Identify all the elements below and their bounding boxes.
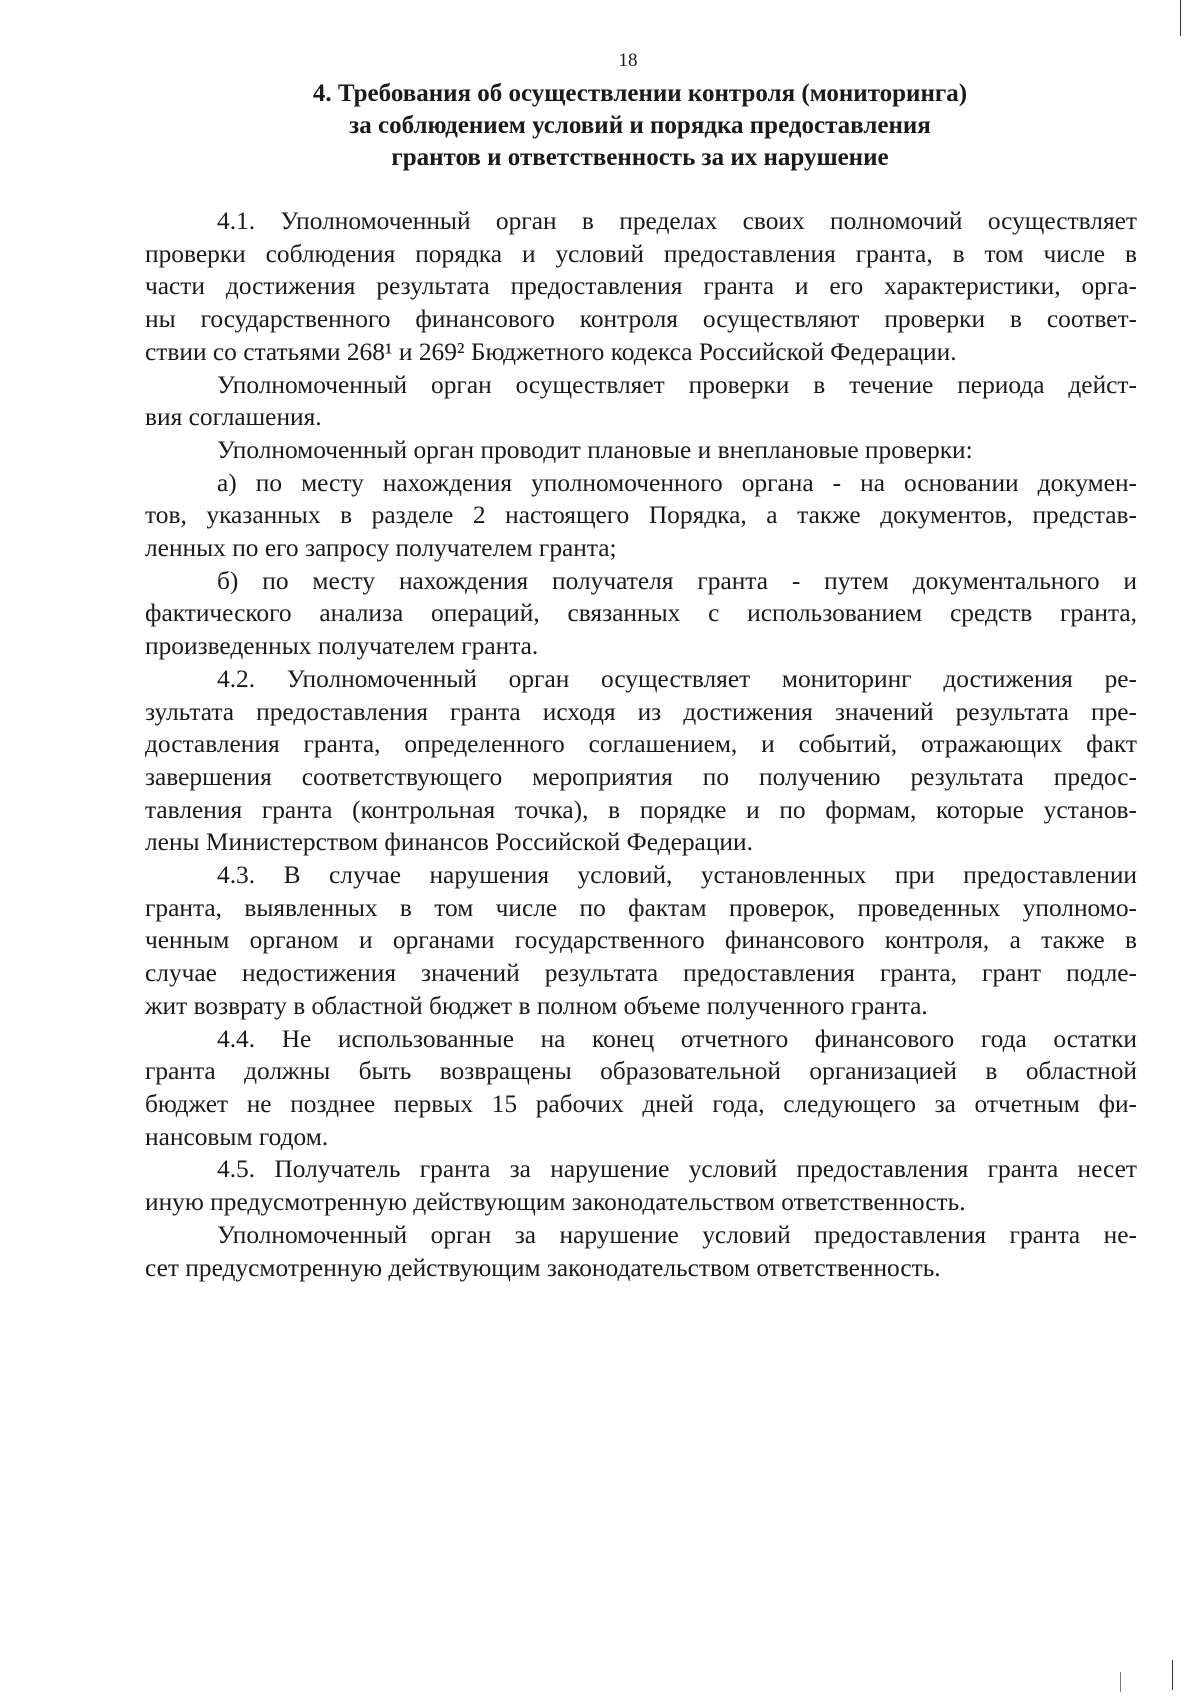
document-body bbox=[145, 205, 1137, 1284]
scan-artifact bbox=[1120, 1672, 1121, 1692]
paragraph bbox=[145, 1023, 1137, 1154]
heading-line: за соблюдением условий и порядка предоставления bbox=[349, 112, 931, 139]
text-line: 4.2. Уполномоченный орган осуществляет мониторинг достижения ре- bbox=[217, 664, 1137, 693]
scan-artifact bbox=[1172, 1660, 1173, 1690]
text-line: ченным органом и органами государственного финансового контроля, а также в bbox=[145, 926, 1137, 955]
text-line: части достижения результата предоставления гранта и его характеристики, орга- bbox=[145, 272, 1137, 301]
text-line: 4.1. Уполномоченный орган в пределах своих полномочий осуществляет bbox=[217, 207, 1137, 235]
text-line: тов, указанных в разделе 2 настоящего Порядка, а также документов, представ- bbox=[145, 501, 1137, 530]
text-line: тавления гранта (контрольная точка), в порядке и по формам, которые установ- bbox=[145, 795, 1137, 824]
text-line: лены Министерством финансов Российской Федерации. bbox=[145, 828, 753, 857]
paragraph bbox=[145, 859, 1137, 1023]
text-line: вия соглашения. bbox=[145, 403, 322, 432]
heading-line: грантов и ответственность за их нарушение bbox=[391, 144, 889, 171]
text-line: ствии со статьями 268¹ и 269² Бюджетного кодекса Российской Федерации. bbox=[145, 337, 957, 366]
section-heading bbox=[145, 78, 1135, 174]
text-line: Уполномоченный орган осуществляет проверки в течение периода дейст- bbox=[217, 370, 1137, 399]
text-line: Уполномоченный орган за нарушение условий предоставления гранта не- bbox=[217, 1220, 1137, 1249]
text-line: бюджет не позднее первых 15 рабочих дней года, следующего за отчетным фи- bbox=[145, 1089, 1137, 1118]
paragraph bbox=[145, 434, 1137, 467]
paragraph bbox=[145, 1153, 1137, 1218]
text-line: фактического анализа операций, связанных с использованием средств гранта, bbox=[145, 599, 1137, 628]
text-line: Уполномоченный орган проводит плановые и внеплановые проверки: bbox=[217, 435, 973, 464]
paragraph bbox=[145, 1219, 1137, 1284]
text-line: произведенных получателем гранта. bbox=[145, 632, 539, 661]
text-line: гранта должны быть возвращены образовательной организацией в областной bbox=[145, 1057, 1137, 1086]
text-line: ны государственного финансового контроля осуществляют проверки в соответ- bbox=[145, 305, 1137, 334]
paragraph bbox=[145, 467, 1137, 565]
text-line: 4.3. В случае нарушения условий, установленных при предоставлении bbox=[217, 861, 1137, 890]
text-line: зультата предоставления гранта исходя из достижения значений результата пре- bbox=[145, 697, 1137, 726]
text-line: ленных по его запросу получателем гранта; bbox=[145, 534, 617, 563]
heading-line: 4. Требования об осуществлении контроля (мониторинга) bbox=[312, 80, 968, 107]
scan-artifact bbox=[1180, 0, 1181, 36]
text-line: жит возврату в областной бюджет в полном объеме полученного гранта. bbox=[145, 991, 928, 1020]
paragraph bbox=[145, 663, 1137, 859]
text-line: 4.5. Получатель гранта за нарушение условий предоставления гранта несет bbox=[217, 1155, 1137, 1184]
text-line: сет предусмотренную действующим законодательством ответственность. bbox=[145, 1253, 941, 1282]
text-line: б) по месту нахождения получателя гранта - путем документального и bbox=[217, 566, 1137, 595]
page-number: 18 bbox=[618, 50, 638, 71]
text-line: 4.4. Не использованные на конец отчетного финансового года остатки bbox=[217, 1024, 1137, 1053]
paragraph bbox=[145, 369, 1137, 434]
paragraph bbox=[145, 565, 1137, 663]
paragraph bbox=[145, 205, 1137, 369]
text-line: доставления гранта, определенного соглашением, и событий, отражающих факт bbox=[145, 730, 1137, 759]
text-line: нансовым годом. bbox=[145, 1122, 329, 1151]
text-line: иную предусмотренную действующим законодательством ответственность. bbox=[145, 1188, 966, 1217]
text-line: проверки соблюдения порядка и условий предоставления гранта, в том числе в bbox=[145, 239, 1137, 268]
text-line: завершения соответствующего мероприятия по получению результата предос- bbox=[145, 762, 1137, 791]
text-line: случае недостижения значений результата предоставления гранта, грант подле- bbox=[145, 959, 1137, 988]
text-line: гранта, выявленных в том числе по фактам проверок, проведенных уполномо- bbox=[145, 893, 1137, 922]
text-line: а) по месту нахождения уполномоченного органа - на основании докумен- bbox=[217, 468, 1137, 497]
